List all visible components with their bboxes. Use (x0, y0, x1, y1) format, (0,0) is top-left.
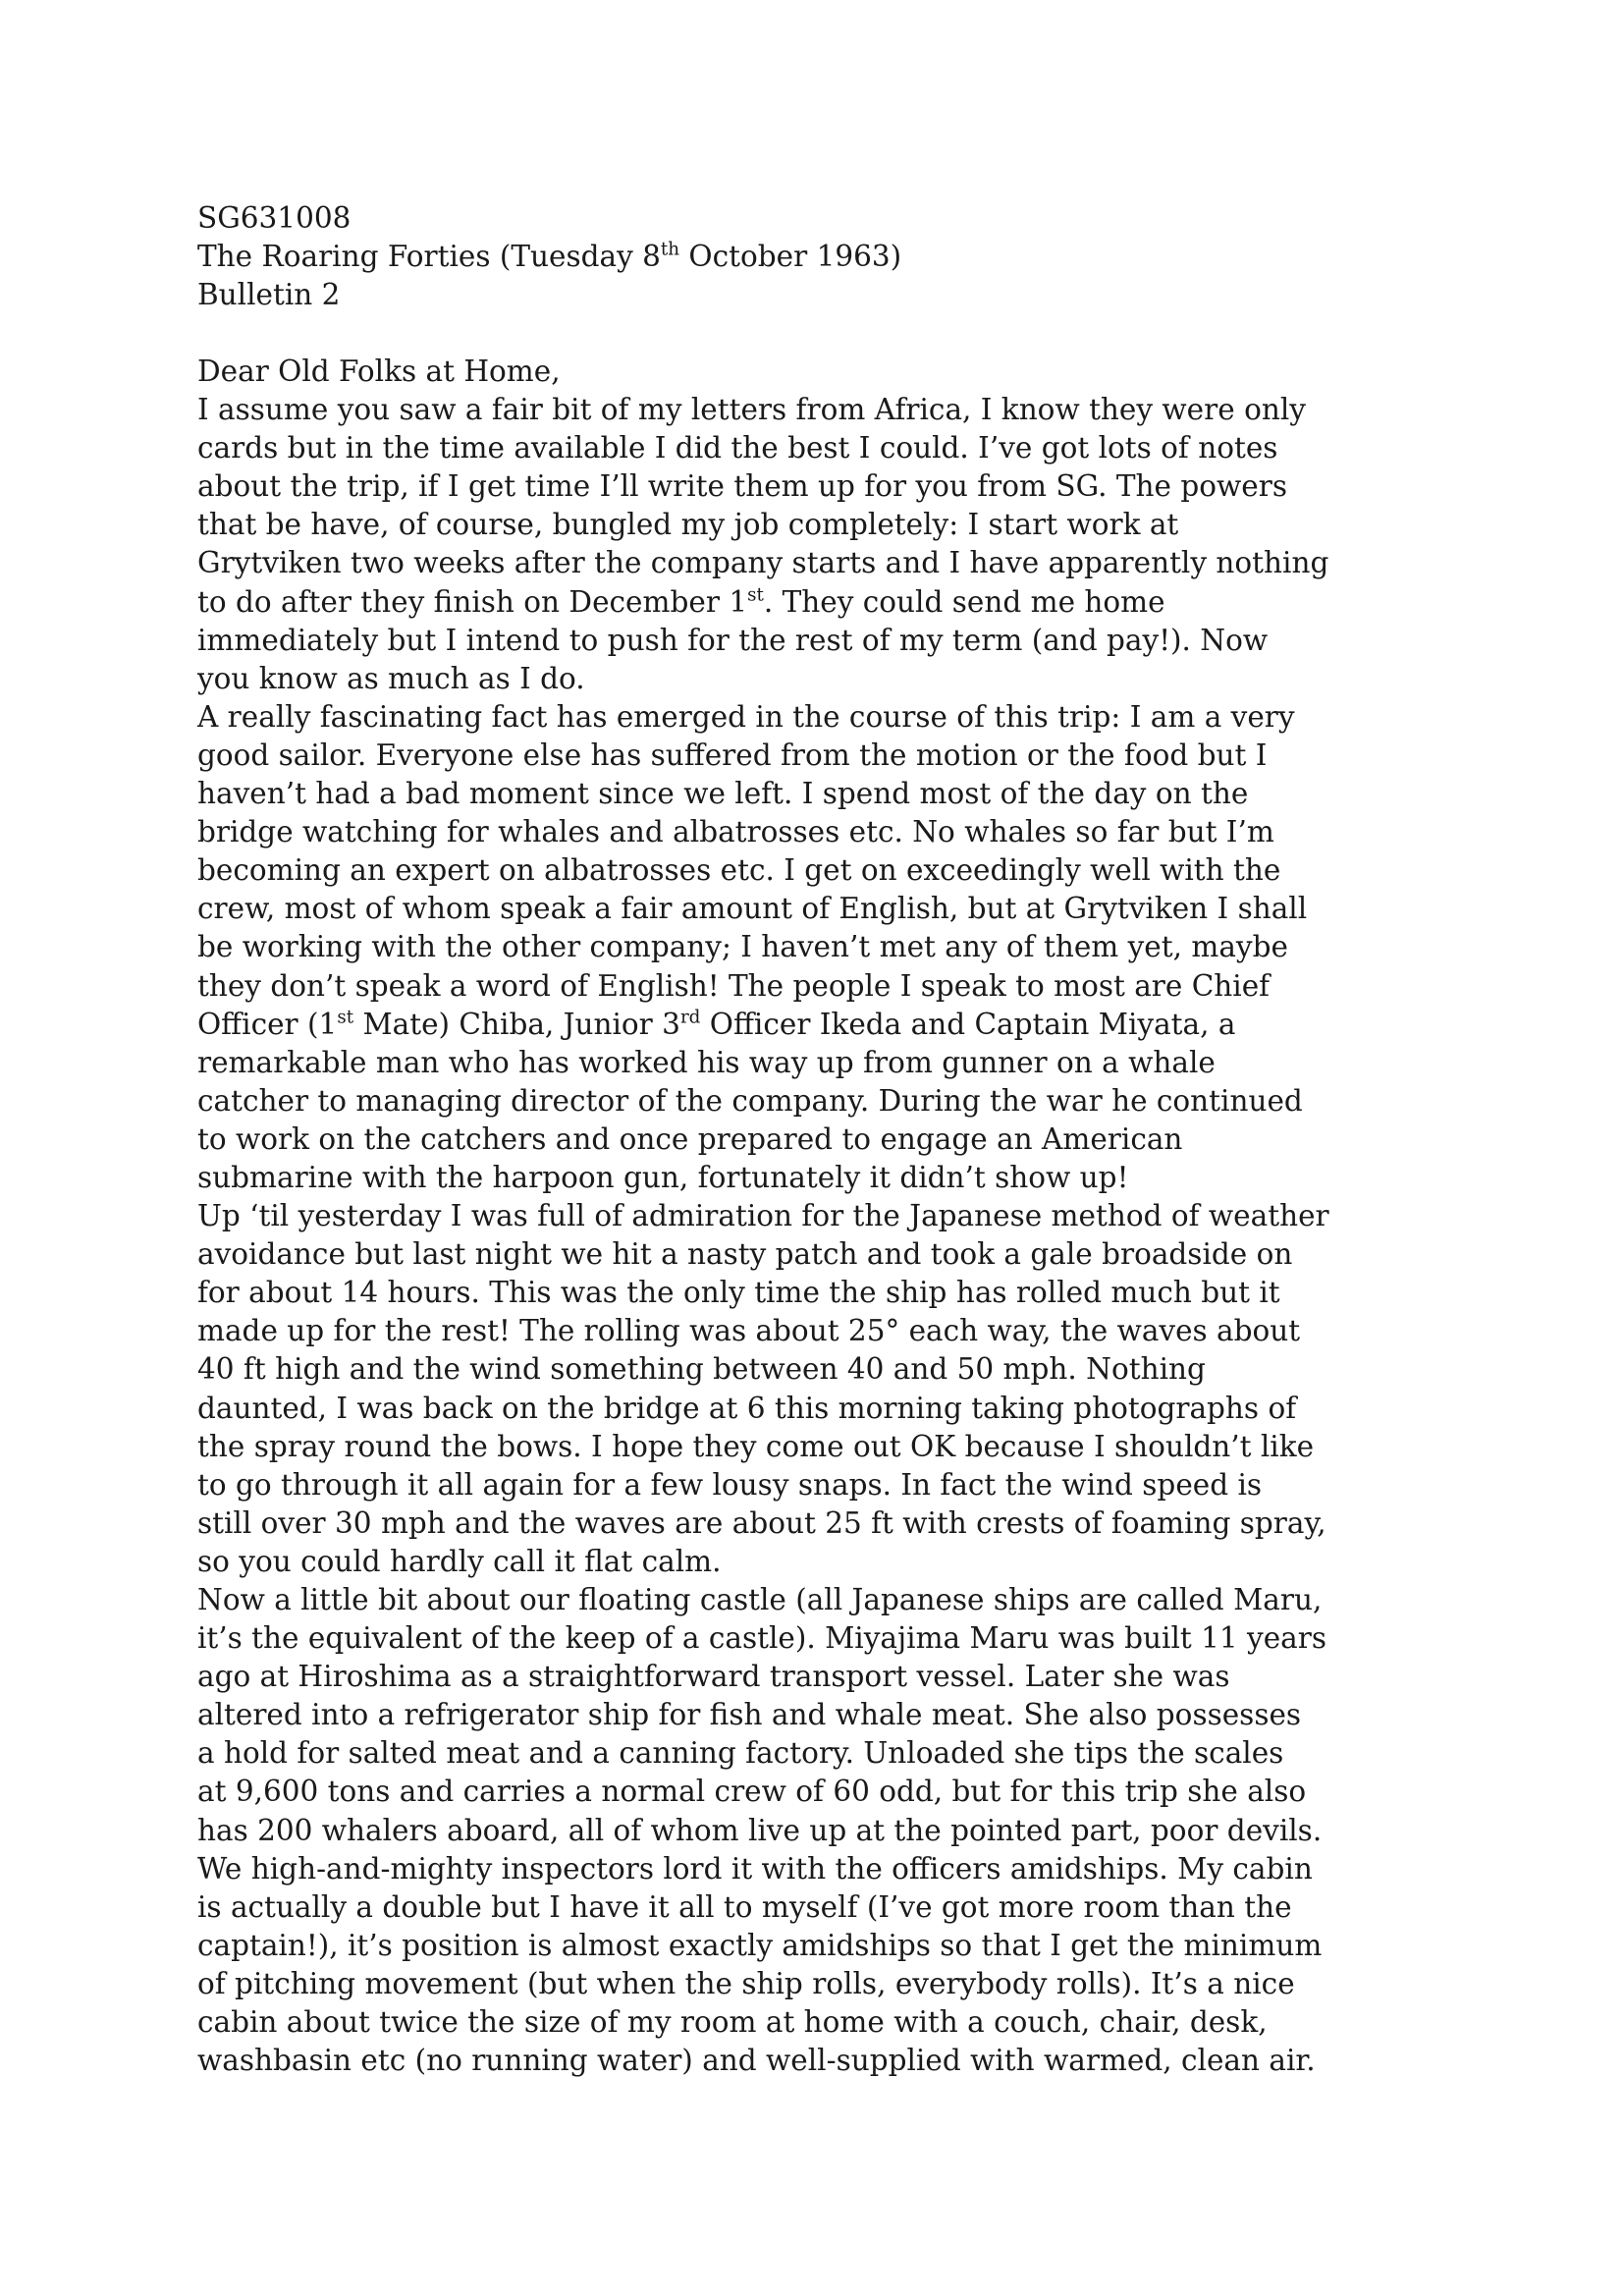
body-line: becoming an expert on albatrosses etc. I get on exceedingly well with the (197, 853, 1281, 888)
body-line: cards but in the time available I did the best I could. I’ve got lots of notes (197, 431, 1278, 465)
body-line: at 9,600 tons and carries a normal crew of 60 odd, but for this trip she also (197, 1775, 1307, 1809)
body-line: still over 30 mph and the waves are about 25 ft with crests of foaming spray, (197, 1505, 1326, 1540)
letter-title: The Roaring Forties (Tuesday 8th October 1963) (197, 239, 902, 274)
body-line: is actually a double but I have it all to myself (I’ve got more room than the (197, 1889, 1292, 1924)
body-line: washbasin etc (no running water) and well-supplied with warmed, clean air. (197, 2044, 1316, 2078)
body-line: to do after they finish on December 1st. They could send me home (197, 584, 1165, 619)
body-line: for about 14 hours. This was the only time the ship has rolled much but it (197, 1276, 1280, 1310)
body-line: Up ‘til yesterday I was full of admiration for the Japanese method of weather (197, 1199, 1329, 1233)
body-line: be working with the other company; I haven’t met any of them yet, maybe (197, 930, 1288, 964)
document-reference: SG631008 (197, 201, 352, 235)
letter-body (197, 353, 1464, 2080)
body-line: catcher to managing director of the company. During the war he continued (197, 1083, 1303, 1118)
body-line: they don’t speak a word of English! The people I speak to most are Chief (197, 968, 1271, 1003)
body-line: remarkable man who has worked his way up from gunner on a whale (197, 1045, 1216, 1079)
body-line: ago at Hiroshima as a straightforward transport vessel. Later she was (197, 1660, 1230, 1694)
body-line: 40 ft high and the wind something between 40 and 50 mph. Nothing (197, 1352, 1206, 1387)
body-line: Grytviken two weeks after the company starts and I have apparently nothing (197, 546, 1329, 580)
body-line: bridge watching for whales and albatrosses etc. No whales so far but I’m (197, 815, 1274, 849)
body-line: haven’t had a bad moment since we left. I spend most of the day on the (197, 777, 1249, 811)
body-line: to work on the catchers and once prepared to engage an American (197, 1121, 1183, 1156)
body-line: has 200 whalers aboard, all of whom live up at the pointed part, poor devils. (197, 1813, 1323, 1847)
body-line: it’s the equivalent of the keep of a castle). Miyajima Maru was built 11 years (197, 1621, 1326, 1656)
body-line: to go through it all again for a few lousy snaps. In fact the wind speed is (197, 1467, 1263, 1502)
body-line: Officer (1st Mate) Chiba, Junior 3rd Officer Ikeda and Captain Miyata, a (197, 1007, 1236, 1041)
body-text (197, 391, 1464, 2080)
body-line: avoidance but last night we hit a nasty patch and took a gale broadside on (197, 1237, 1293, 1272)
body-line: that be have, of course, bungled my job completely: I start work at (197, 508, 1179, 542)
body-line: captain!), it’s position is almost exactly amidships so that I get the minimum (197, 1928, 1323, 1962)
body-line: submarine with the harpoon gun, fortunately it didn’t show up! (197, 1160, 1129, 1194)
body-line: A really fascinating fact has emerged in the course of this trip: I am a very (197, 699, 1295, 734)
salutation: Dear Old Folks at Home, (197, 355, 561, 388)
body-line: you know as much as I do. (197, 661, 585, 695)
body-line: of pitching movement (but when the ship rolls, everybody rolls). It’s a nice (197, 1966, 1295, 2000)
body-line: I assume you saw a fair bit of my letters from Africa, I know they were only (197, 393, 1306, 427)
body-line: the spray round the bows. I hope they come out OK because I shouldn’t like (197, 1429, 1315, 1463)
body-line: Now a little bit about our floating castle (all Japanese ships are called Maru, (197, 1583, 1323, 1616)
body-line: about the trip, if I get time I’ll write them up for you from SG. The powers (197, 469, 1287, 504)
body-line: altered into a refrigerator ship for fish and whale meat. She also possesses (197, 1698, 1302, 1732)
body-line: good sailor. Everyone else has suffered from the motion or the food but I (197, 738, 1268, 772)
body-line: cabin about twice the size of my room at home with a couch, chair, desk, (197, 2005, 1268, 2040)
body-line: We high-and-mighty inspectors lord it with the officers amidships. My cabin (197, 1851, 1313, 1886)
body-line: daunted, I was back on the bridge at 6 this morning taking photographs of (197, 1391, 1297, 1425)
body-line: made up for the rest! The rolling was about 25° each way, the waves about (197, 1314, 1301, 1348)
bulletin-number: Bulletin 2 (197, 278, 341, 312)
body-line: a hold for salted meat and a canning factory. Unloaded she tips the scales (197, 1736, 1284, 1771)
body-line: so you could hardly call it flat calm. (197, 1544, 722, 1578)
body-line: crew, most of whom speak a fair amount of English, but at Grytviken I shall (197, 892, 1308, 926)
letter-header (197, 199, 1454, 314)
body-line: immediately but I intend to push for the rest of my term (and pay!). Now (197, 623, 1269, 657)
